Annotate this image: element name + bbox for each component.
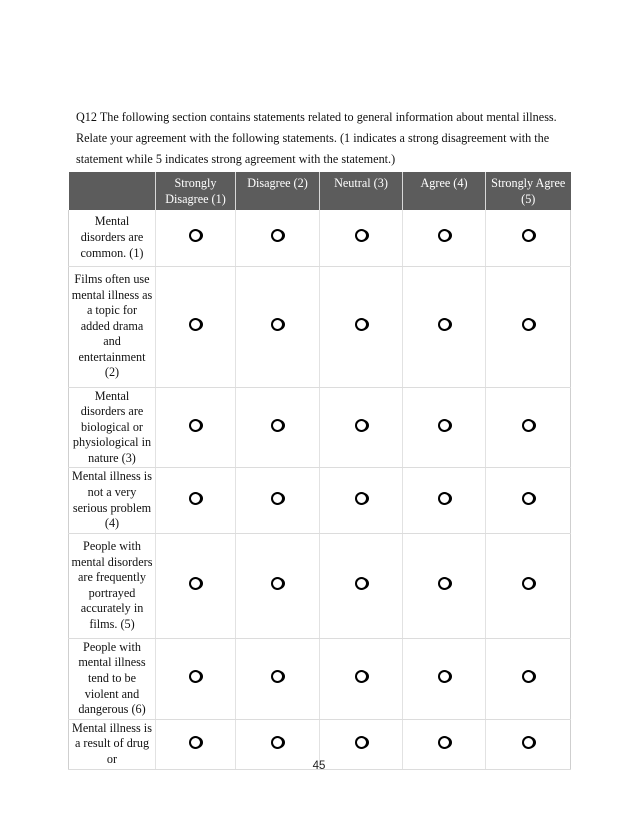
radio-agree[interactable] xyxy=(438,318,451,331)
radio-agree[interactable] xyxy=(438,492,451,505)
radio-neutral[interactable] xyxy=(355,419,368,432)
radio-neutral[interactable] xyxy=(355,670,368,683)
radio-disagree[interactable] xyxy=(271,670,284,683)
radio-strongly-disagree[interactable] xyxy=(189,577,202,590)
radio-disagree[interactable] xyxy=(271,318,284,331)
radio-agree[interactable] xyxy=(438,229,451,242)
statement-label: Mental disorders are biological or physiological in nature (3) xyxy=(69,387,156,468)
table-row xyxy=(69,387,571,468)
radio-strongly-disagree[interactable] xyxy=(189,736,202,749)
header-strongly-agree: Strongly Agree (5) xyxy=(486,172,571,210)
header-agree: Agree (4) xyxy=(403,172,486,210)
header-disagree: Disagree (2) xyxy=(236,172,320,210)
radio-neutral[interactable] xyxy=(355,577,368,590)
radio-agree[interactable] xyxy=(438,577,451,590)
header-neutral: Neutral (3) xyxy=(320,172,403,210)
table-row xyxy=(69,638,571,719)
radio-strongly-disagree[interactable] xyxy=(189,229,202,242)
radio-strongly-disagree[interactable] xyxy=(189,492,202,505)
radio-agree[interactable] xyxy=(438,736,451,749)
statement-label: Mental illness is a result of drug or xyxy=(69,719,156,769)
radio-disagree[interactable] xyxy=(271,492,284,505)
radio-strongly-agree[interactable] xyxy=(522,577,535,590)
radio-strongly-agree[interactable] xyxy=(522,736,535,749)
radio-strongly-agree[interactable] xyxy=(522,419,535,432)
radio-disagree[interactable] xyxy=(271,577,284,590)
radio-strongly-disagree[interactable] xyxy=(189,318,202,331)
radio-disagree[interactable] xyxy=(271,736,284,749)
table-row xyxy=(69,533,571,638)
question-text: Q12 The following section contains statements related to general information about mental illness. Relate your agreement with the following statements. (1 indicates a strong disagreement with the statement while 5 indicates strong agreement with the statement.) xyxy=(76,110,557,166)
radio-disagree[interactable] xyxy=(271,229,284,242)
statement-label: People with mental illness tend to be violent and dangerous (6) xyxy=(69,638,156,719)
radio-strongly-agree[interactable] xyxy=(522,229,535,242)
header-strongly-disagree: Strongly Disagree (1) xyxy=(156,172,236,210)
radio-strongly-agree[interactable] xyxy=(522,492,535,505)
radio-strongly-disagree[interactable] xyxy=(189,670,202,683)
radio-strongly-disagree[interactable] xyxy=(189,419,202,432)
header-blank xyxy=(69,172,156,210)
radio-agree[interactable] xyxy=(438,670,451,683)
radio-disagree[interactable] xyxy=(271,419,284,432)
radio-neutral[interactable] xyxy=(355,318,368,331)
statement-label: People with mental disorders are frequently portrayed accurately in films. (5) xyxy=(69,533,156,638)
table-row xyxy=(69,266,571,387)
radio-neutral[interactable] xyxy=(355,736,368,749)
radio-neutral[interactable] xyxy=(355,229,368,242)
radio-agree[interactable] xyxy=(438,419,451,432)
radio-strongly-agree[interactable] xyxy=(522,670,535,683)
header-row xyxy=(69,172,571,210)
table-row xyxy=(69,468,571,533)
statement-label: Mental disorders are common. (1) xyxy=(69,210,156,266)
statement-label: Films often use mental illness as a topic for added drama and entertainment (2) xyxy=(69,266,156,387)
radio-neutral[interactable] xyxy=(355,492,368,505)
likert-table xyxy=(68,172,571,770)
page-number: 45 xyxy=(312,760,326,772)
table-row xyxy=(69,210,571,266)
radio-strongly-agree[interactable] xyxy=(522,318,535,331)
statement-label: Mental illness is not a very serious problem (4) xyxy=(69,468,156,533)
